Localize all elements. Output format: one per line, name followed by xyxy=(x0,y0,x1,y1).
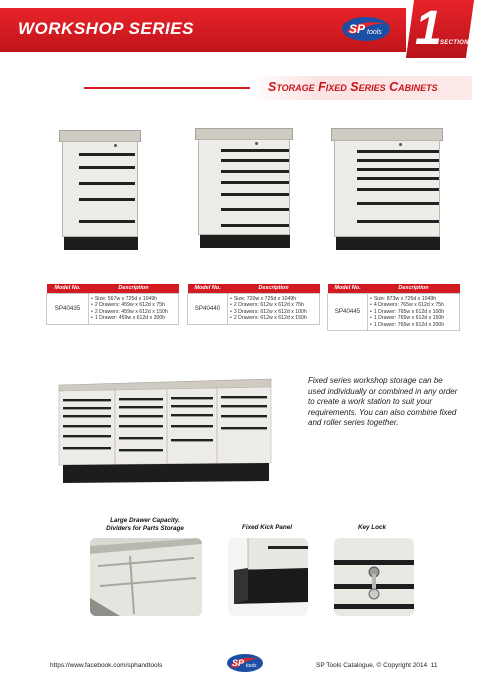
model-number: SP40445 xyxy=(328,293,368,331)
page-subtitle: Storage Fixed Series Cabinets xyxy=(268,80,438,94)
feature-caption-key-lock: Key Lock xyxy=(358,524,386,531)
table-header-description: Description xyxy=(228,284,320,293)
svg-text:SP: SP xyxy=(232,658,245,668)
description-cell xyxy=(368,293,460,331)
page-header xyxy=(0,0,481,58)
header-title: WORKSHOP SERIES xyxy=(18,19,194,38)
footer-sp-tools-logo xyxy=(226,652,264,674)
spec-line: • 2 Drawers: 459w x 612d x 75h xyxy=(91,302,176,309)
table-header-description: Description xyxy=(368,284,460,293)
spec-line: • 2 Drawers: 612w x 612d x 150h xyxy=(230,315,317,322)
spec-line: • 3 Drawers: 612w x 612d x 100h xyxy=(230,309,317,316)
spec-table-sp40440 xyxy=(187,284,320,325)
section-number: 1 xyxy=(415,2,442,55)
cabinet-sp40440-image xyxy=(195,128,293,248)
photo-drawer-dividers xyxy=(90,538,202,616)
table-header-description: Description xyxy=(89,284,179,293)
table-header-model: Model No. xyxy=(47,284,89,293)
footer-copyright: SP Tools Catalogue, © Copyright 2014 11 xyxy=(316,662,438,669)
spec-table-sp40445 xyxy=(327,284,460,331)
svg-text:tools: tools xyxy=(246,663,257,669)
svg-text:SP: SP xyxy=(349,22,366,36)
spec-line: • Size: 873w x 725d x 1049h xyxy=(370,296,457,303)
workstation-bench-image xyxy=(55,377,275,485)
spec-line: • 1 Drawer: 765w x 612d x 100h xyxy=(370,309,457,316)
spec-line: • 4 Drawers: 765w x 612d x 75h xyxy=(370,302,457,309)
feature-caption-drawer-capacity: Large Drawer Capacity. Dividers for Parts Storage xyxy=(106,517,184,532)
workstation-note: Fixed series workshop storage can be used individually or combined in any order to create a work station to suit your requirements. You can also combine fixed and roller series together. xyxy=(308,376,458,428)
description-cell xyxy=(89,293,179,324)
svg-text:tools: tools xyxy=(367,29,382,36)
model-number: SP40440 xyxy=(188,293,228,324)
cabinet-sp40445-image xyxy=(331,128,443,250)
page-number: 11 xyxy=(430,662,438,669)
section-label: SECTION xyxy=(440,40,469,46)
spec-table-sp40435 xyxy=(46,284,179,325)
table-header-model: Model No. xyxy=(328,284,368,293)
spec-line: • 2 Drawers: 612w x 612d x 75h xyxy=(230,302,317,309)
model-number: SP40435 xyxy=(47,293,89,324)
feature-caption-kick-panel: Fixed Kick Panel xyxy=(241,524,293,531)
photo-key-lock xyxy=(334,538,414,616)
spec-line: • 2 Drawers: 459w x 612d x 150h xyxy=(91,309,176,316)
table-header-model: Model No. xyxy=(188,284,228,293)
cabinet-sp40435-image xyxy=(59,130,141,250)
sp-tools-logo xyxy=(340,14,392,44)
spec-line: • 1 Drawer: 765w x 612d x 150h xyxy=(370,315,457,322)
spec-line: • 1 Drawer: 459w x 612d x 300h xyxy=(91,315,176,322)
spec-line: • Size: 567w x 725d x 1049h xyxy=(91,296,176,303)
spec-line: • 1 Drawer: 765w x 612d x 200h xyxy=(370,322,457,329)
spec-line: • Size: 720w x 725d x 1049h xyxy=(230,296,317,303)
photo-kick-panel xyxy=(228,538,308,616)
description-cell xyxy=(228,293,320,324)
footer-facebook-link[interactable]: https://www.facebook.com/sphandtools xyxy=(50,662,163,669)
